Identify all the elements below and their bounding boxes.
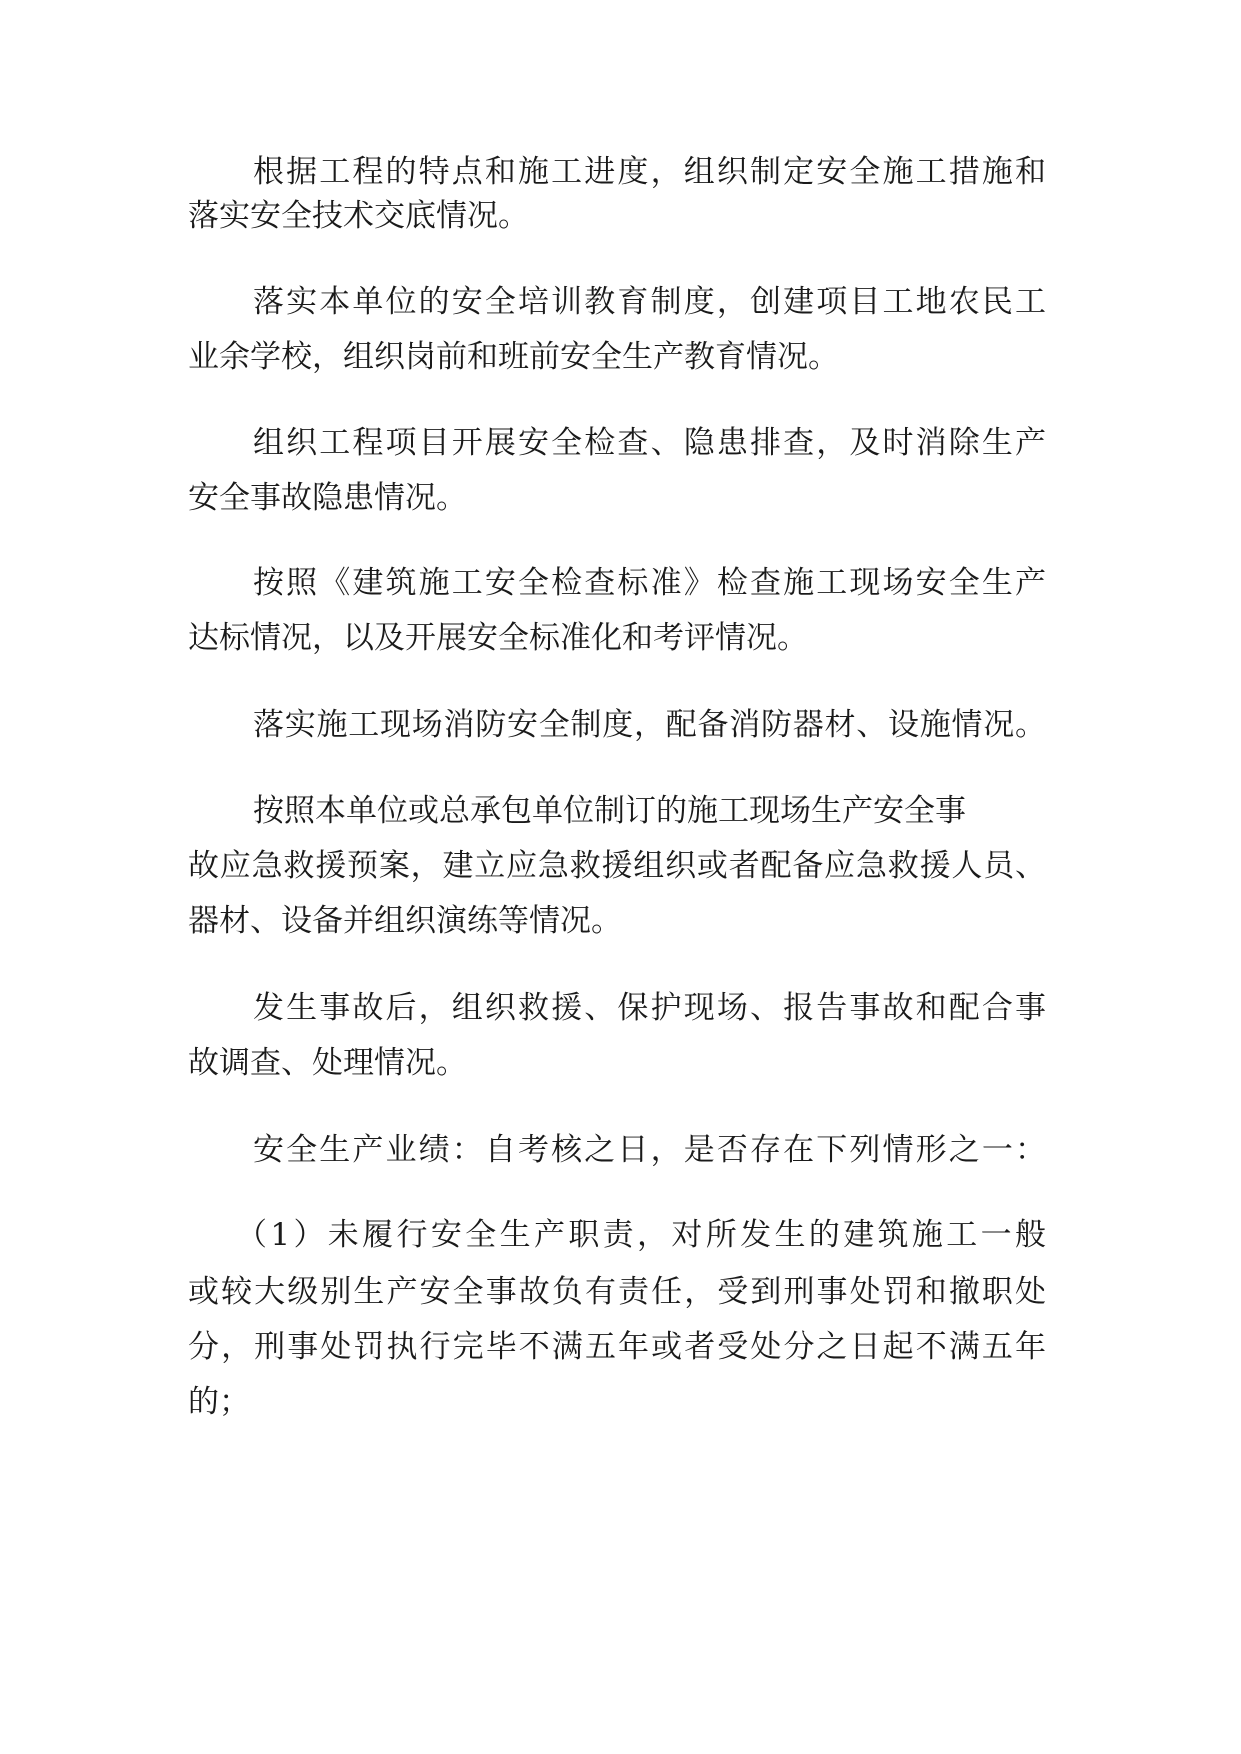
paragraph-9-line-4: 的； [188,1384,250,1420]
paragraph-8-line-1: 安全生产业绩：自考核之日，是否存在下列情形之一： [253,1132,1046,1168]
paragraph-1-line-2: 落实安全技术交底情况。 [188,198,529,234]
paragraph-2-line-2: 业余学校，组织岗前和班前安全生产教育情况。 [188,339,839,375]
paragraph-3-line-1: 组织工程项目开展安全检查、隐患排查，及时消除生产 [253,425,1046,461]
paragraph-6-line-2: 故应急救援预案，建立应急救援组织或者配备应急救援人员、 [188,848,1046,884]
paragraph-5-line-1: 落实施工现场消防安全制度，配备消防器材、设施情况。 [253,707,1046,743]
paragraph-2-line-1: 落实本单位的安全培训教育制度，创建项目工地农民工 [253,284,1046,320]
paragraph-6-line-1: 按照本单位或总承包单位制订的施工现场生产安全事 [253,793,966,829]
paragraph-7-line-1: 发生事故后，组织救援、保护现场、报告事故和配合事 [253,990,1046,1026]
paragraph-9-line-1: （1）未履行安全生产职责，对所发生的建筑施工一般 [236,1217,1046,1253]
paragraph-3-line-2: 安全事故隐患情况。 [188,480,467,516]
paragraph-4-line-2: 达标情况，以及开展安全标准化和考评情况。 [188,620,808,656]
paragraph-7-line-2: 故调查、处理情况。 [188,1045,467,1081]
paragraph-1-line-1: 根据工程的特点和施工进度，组织制定安全施工措施和 [253,154,1046,190]
paragraph-6-line-3: 器材、设备并组织演练等情况。 [188,903,622,939]
paragraph-4-line-1: 按照《建筑施工安全检查标准》检查施工现场安全生产 [253,565,1046,601]
paragraph-9-line-3: 分，刑事处罚执行完毕不满五年或者受处分之日起不满五年 [188,1329,1046,1365]
paragraph-9-line-2: 或较大级别生产安全事故负有责任，受到刑事处罚和撤职处 [188,1274,1046,1310]
